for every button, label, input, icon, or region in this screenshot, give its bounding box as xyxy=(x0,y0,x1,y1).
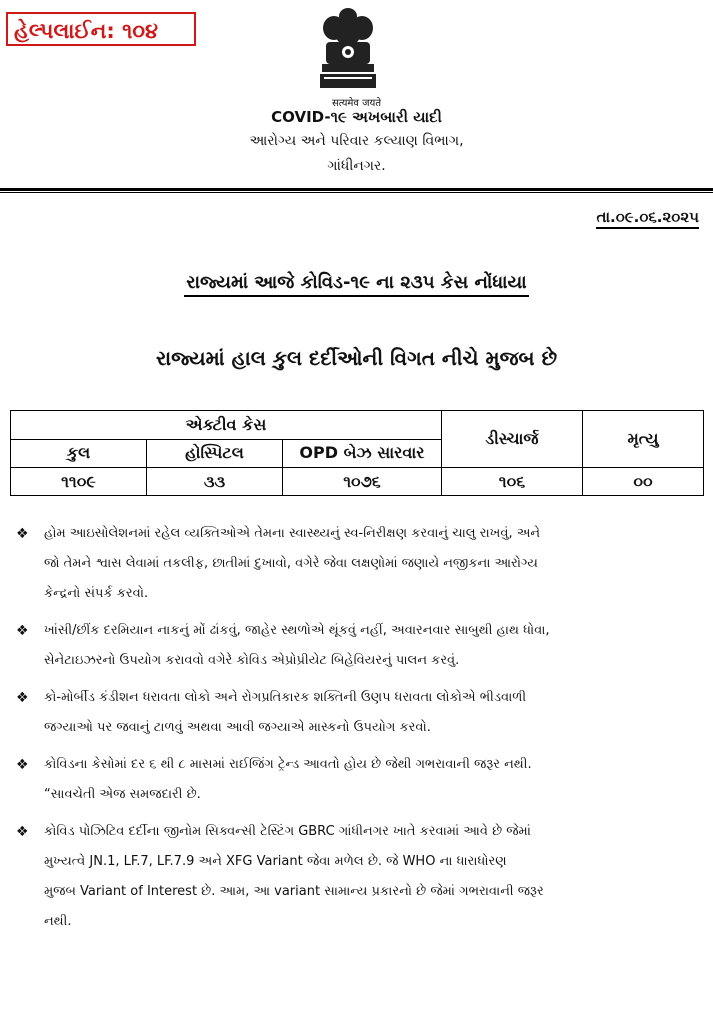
list-item-line: મુખ્યત્વે JN.1, LF.7, LF.7.9 અને XFG Variant જેવા મળેલ છે. જે WHO ના ધારાધોરણ xyxy=(44,854,507,869)
list-item-line: ખાંસી/છીંક દરમિયાન નાકનું મોં ઢાંકવું, જાહેર સ્થળોએ થૂંકવું નહીં, અવારનવાર સાબુથી હાથ ધોવા, xyxy=(44,623,550,638)
active-cases-header: એક્ટીવ કેસ xyxy=(11,411,442,440)
hospital-header: હોસ્પિટલ xyxy=(147,439,283,468)
total-header: કુલ xyxy=(11,439,147,468)
diamond-bullet-icon: ❖ xyxy=(16,623,29,639)
opd-header: OPD બેઝ સારવાર xyxy=(283,439,442,468)
city-name: ગાંધીનગર. xyxy=(327,158,386,174)
hospital-value: ૩૩ xyxy=(147,468,283,496)
list-item-line: કો-મોર્બીડ કંડીશન ધરાવતા લોકો અને રોગપ્રતિકારક શક્તિની ઉણપ ધરાવતા લોકોએ ભીડવાળી xyxy=(44,690,527,705)
case-summary-table xyxy=(10,410,704,496)
list-item-line: કોવિડના કેસોમાં દર ૬ થી ૮ માસમાં રાઈજિંગ ટ્રેન્ડ આવતો હોય છે જેથી ગભરાવાની જરૂર નથી. xyxy=(44,757,532,772)
list-item-line: હોમ આઇસોલેશનમાં રહેલ વ્યક્તિઓએ તેમના સ્વાસ્થ્યનું સ્વ-નિરીક્ષણ કરવાનું ચાલુ રાખવું, અને xyxy=(44,526,541,541)
list-item xyxy=(12,616,702,676)
emblem-motto: सत्यमेव जयते xyxy=(331,98,382,109)
national-emblem-icon xyxy=(310,6,386,96)
list-item xyxy=(12,817,702,937)
list-item-line: જો તેમને શ્વાસ લેવામાં તકલીફ, છાતીમાં દુખાવો, વગેરે જેવા લક્ષણોમાં જણાયે નજીકના આરોગ્ય xyxy=(44,556,538,571)
list-item xyxy=(12,519,702,609)
header-divider-thick xyxy=(0,188,713,191)
discharge-value: ૧૦૬ xyxy=(442,468,583,496)
list-item-line: મુજબ Variant of Interest છે. આમ, આ variant સામાન્ય પ્રકારનો છે જેમાં ગભરાવાની જરૂર xyxy=(44,884,544,899)
diamond-bullet-icon: ❖ xyxy=(16,824,29,840)
total-value: ૧૧૦૯ xyxy=(11,468,147,496)
list-item xyxy=(12,683,702,743)
helpline-badge: હેલ્પલાઈન: ૧૦૪ xyxy=(6,12,196,46)
death-value: ૦૦ xyxy=(583,468,704,496)
list-item-line: કેન્દ્રનો સંપર્ક કરવો. xyxy=(44,586,149,601)
list-item-line: નથી. xyxy=(44,914,72,929)
headline-text: રાજ્યમાં આજે કોવિડ-૧૯ ના ૨૩૫ કેસ નોંધાયા xyxy=(184,272,528,297)
header-divider-thin xyxy=(0,192,713,193)
list-item xyxy=(12,750,702,810)
headline xyxy=(0,272,713,293)
advisory-list xyxy=(12,519,702,944)
subheadline: રાજ્યમાં હાલ કુલ દર્દીઓની વિગત નીચે મુજબ છે xyxy=(155,346,558,370)
table-row xyxy=(11,468,704,496)
opd-value: ૧૦૭૬ xyxy=(283,468,442,496)
list-item-line: “સાવચેતી એજ સમજદારી છે. xyxy=(44,787,201,802)
discharge-header: ડીસ્ચાર્જ xyxy=(442,411,583,468)
diamond-bullet-icon: ❖ xyxy=(16,526,29,542)
death-header: મૃત્યુ xyxy=(583,411,704,468)
list-item-line: સેનેટાઇઝરનો ઉપયોગ કરાવવો વગેરે કોવિડ એપ્રોપ્રીયેટ બિહેવિયરનું પાલન કરવું. xyxy=(44,653,460,668)
diamond-bullet-icon: ❖ xyxy=(16,757,29,773)
release-date: તા.૦૯.૦૬.૨૦૨૫ xyxy=(596,208,699,229)
release-title: COVID-૧૯ અખબારી યાદી xyxy=(271,108,442,126)
list-item-line: જગ્યાઓ પર જવાનું ટાળવું અથવા આવી જગ્યાએ માસ્કનો ઉપયોગ કરવો. xyxy=(44,720,431,735)
diamond-bullet-icon: ❖ xyxy=(16,690,29,706)
department-name: આરોગ્ય અને પરિવાર કલ્યાણ વિભાગ, xyxy=(249,133,464,149)
table-header-row-1 xyxy=(11,411,704,440)
list-item-line: કોવિડ પોઝિટિવ દર્દીના જીનોમ સિક્વન્સી ટેસ્ટિંગ GBRC ગાંધીનગર ખાતે કરવામાં આવે છે જેમાં xyxy=(44,824,531,839)
